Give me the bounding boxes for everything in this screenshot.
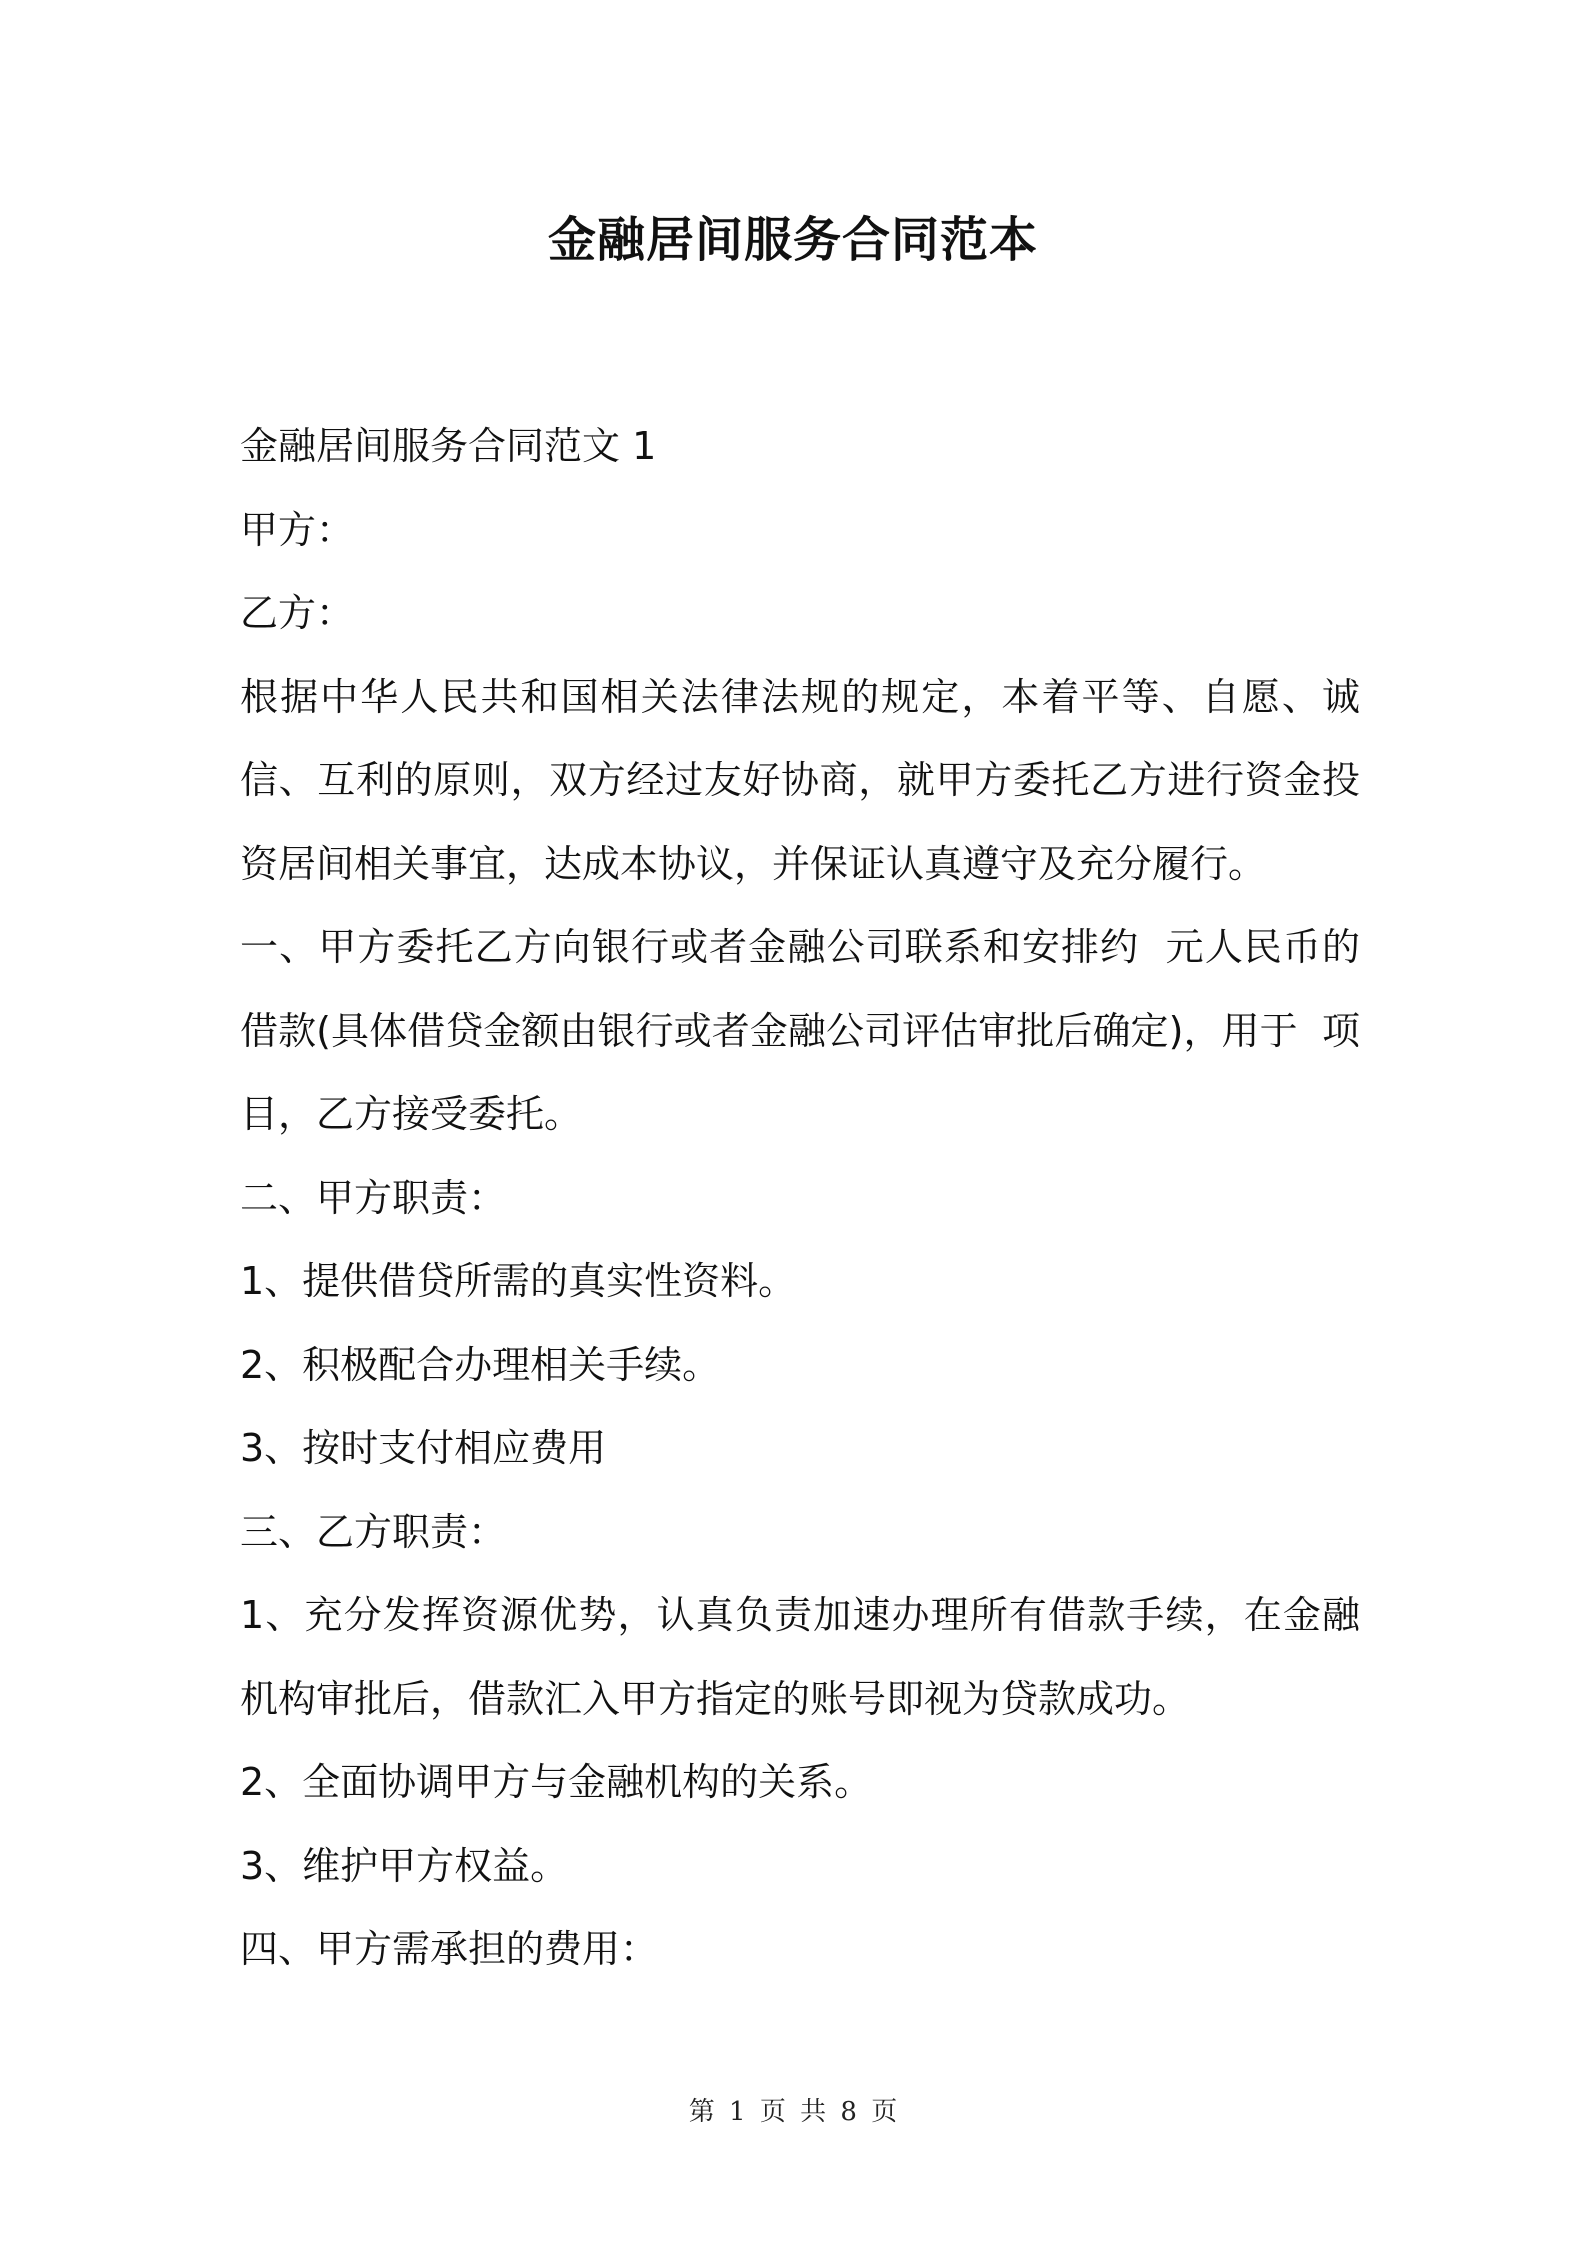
paragraph-preamble: 根据中华人民共和国相关法律法规的规定，本着平等、自愿、诚信、互利的原则，双方经过友好协商，就甲方委托乙方进行资金投资居间相关事宜，达成本协议，并保证认真遵守及充分履行。 bbox=[240, 674, 1360, 886]
paragraph-party-b-duty-2: 2、全面协调甲方与金融机构的关系。 bbox=[240, 1760, 873, 1804]
paragraph-contract-heading: 金融居间服务合同范文 1 bbox=[240, 424, 657, 468]
paragraph-party-a-duties-heading: 二、甲方职责： bbox=[240, 1175, 507, 1220]
paragraph-party-b-duty-1: 1、充分发挥资源优势，认真负责加速办理所有借款手续，在金融机构审批后，借款汇入甲方指定的账号即视为贷款成功。 bbox=[240, 1593, 1360, 1721]
paragraph-party-b-duty-3: 3、维护甲方权益。 bbox=[240, 1843, 569, 1888]
paragraph-party-a-duty-1: 1、提供借贷所需的真实性资料。 bbox=[240, 1259, 797, 1303]
paragraph-clause-1: 一、甲方委托乙方向银行或者金融公司联系和安排约 元人民币的借款(具体借贷金额由银行或者金融公司评估审批后确定)，用于 项目，乙方接受委托。 bbox=[240, 925, 1360, 1136]
document-title: 金融居间服务合同范本 bbox=[547, 212, 1038, 268]
paragraph-party-a-duty-2: 2、积极配合办理相关手续。 bbox=[240, 1342, 721, 1387]
paragraph-party-a: 甲方： bbox=[240, 507, 355, 552]
paragraph-party-b: 乙方： bbox=[240, 591, 355, 635]
page-number-footer: 第 1 页 共 8 页 bbox=[688, 2097, 898, 2127]
document-body bbox=[240, 405, 1360, 1992]
paragraph-party-a-duty-3: 3、按时支付相应费用 bbox=[240, 1426, 607, 1470]
paragraph-party-b-duties-heading: 三、乙方职责： bbox=[240, 1509, 507, 1554]
paragraph-party-a-fees-heading: 四、甲方需承担的费用： bbox=[240, 1927, 659, 1971]
